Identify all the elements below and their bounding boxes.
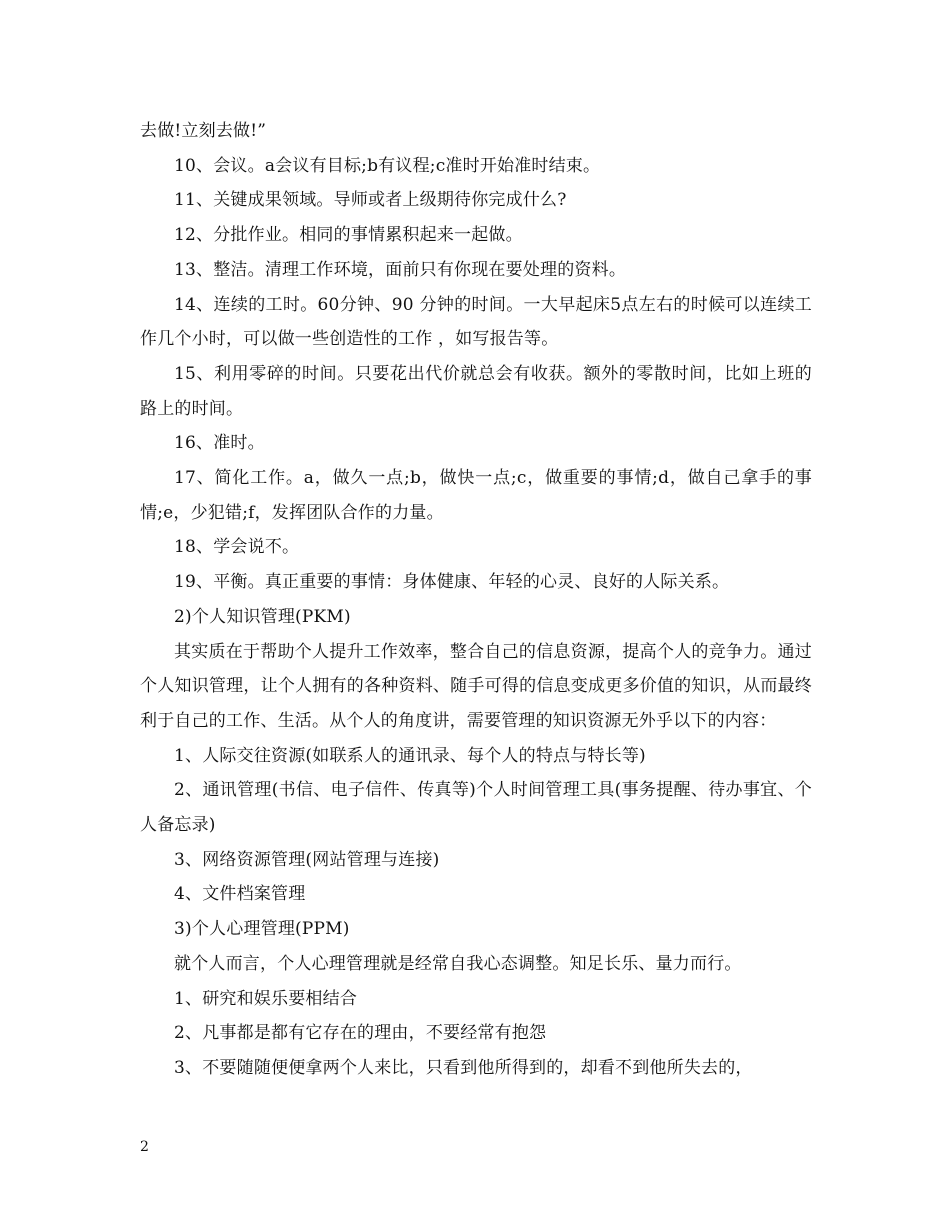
paragraph: 2、凡事都是都有它存在的理由，不要经常有抱怨 [174, 1023, 547, 1044]
paragraph: 3、不要随随便便拿两个人来比，只看到他所得到的，却看不到他所失去的， [174, 1057, 753, 1078]
paragraph: 17、简化工作。a，做久一点;b，做快一点;c，做重要的事情;d，做自己拿手的事情;e，少犯错;f，发挥团队合作的力量。 [140, 468, 812, 523]
paragraph: 3)个人心理管理(PPM) [174, 919, 350, 940]
paragraph: 18、学会说不。 [174, 537, 300, 558]
paragraph: 16、准时。 [174, 433, 265, 454]
page-number: 2 [140, 1139, 149, 1155]
paragraph: 1、研究和娱乐要相结合 [174, 988, 358, 1009]
paragraph: 14、连续的工时。60分钟、90 分钟的时间。一大早起床5点左右的时候可以连续工作几个小时，可以做一些创造性的工作 ，如写报告等。 [140, 294, 812, 350]
paragraph: 13、整洁。清理工作环境，面前只有你现在要处理的资料。 [174, 259, 627, 280]
paragraph: 12、分批作业。相同的事情累积起来一起做。 [174, 225, 523, 246]
paragraph: 11、关键成果领域。导师或者上级期待你完成什么? [174, 190, 567, 211]
paragraph: 19、平衡。真正重要的事情：身体健康、年轻的心灵、良好的人际关系。 [174, 572, 730, 593]
paragraph: 2)个人知识管理(PKM) [174, 606, 351, 627]
paragraph: 15、利用零碎的时间。只要花出代价就总会有收获。额外的零散时间，比如上班的路上的时间。 [140, 363, 812, 419]
paragraph: 去做!立刻去做!” [140, 121, 267, 141]
body-text [140, 114, 812, 1086]
paragraph: 2、通讯管理(书信、电子信件、传真等)个人时间管理工具(事务提醒、待办事宜、个人备忘录) [140, 780, 812, 836]
paragraph: 其实质在于帮助个人提升工作效率，整合自己的信息资源，提高个人的竞争力。通过个人知识管理，让个人拥有的各种资料、随手可得的信息变成更多价值的知识，从而最终利于自己的工作、生活。从个人的角度讲，需要管理的知识资源无外乎以下的内容： [140, 641, 812, 731]
paragraph: 4、文件档案管理 [174, 884, 306, 905]
paragraph: 1、人际交往资源(如联系人的通讯录、每个人的特点与特长等) [174, 745, 646, 766]
paragraph: 就个人而言，个人心理管理就是经常自我心态调整。知足长乐、量力而行。 [174, 953, 742, 974]
paragraph: 3、网络资源管理(网站管理与连接) [174, 849, 440, 870]
paragraph: 10、会议。a会议有目标;b有议程;c准时开始准时结束。 [174, 155, 601, 176]
